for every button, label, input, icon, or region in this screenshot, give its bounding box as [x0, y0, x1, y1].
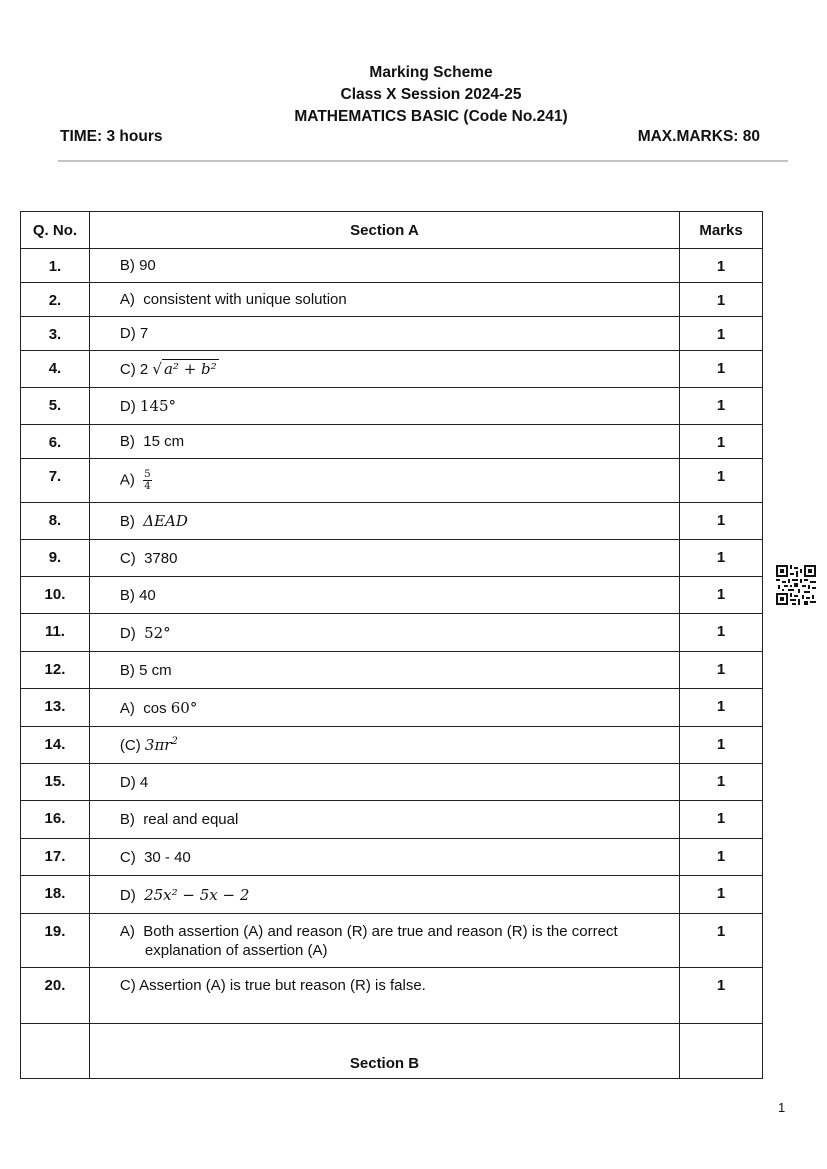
table-row — [21, 283, 763, 317]
table-row — [21, 351, 763, 388]
header-section-a: Section A — [89, 212, 679, 249]
table-row — [21, 425, 763, 459]
marking-table — [20, 211, 763, 1079]
answer-text: 52° — [144, 623, 171, 642]
answer-exponent: 2 — [171, 736, 178, 747]
table-row — [21, 503, 763, 540]
fraction — [143, 469, 151, 492]
answer-text: 4 — [139, 773, 149, 791]
marks-value: 1 — [680, 914, 763, 968]
q-number: 18. — [21, 876, 90, 914]
time-label: TIME: 3 hours — [60, 128, 163, 145]
answer-cell — [89, 876, 679, 914]
option-label: B) — [119, 661, 135, 679]
table-row — [21, 914, 763, 968]
answer-cell — [89, 503, 679, 540]
radicand: a² + b² — [163, 360, 217, 378]
answer-cell — [89, 283, 679, 317]
header-marks: Marks — [680, 212, 763, 249]
q-number: 6. — [21, 425, 90, 459]
q-number: 10. — [21, 577, 90, 614]
answer-text: 25x² − 5x − 2 — [144, 885, 250, 904]
option-label: C) — [119, 549, 136, 567]
page-number: 1 — [778, 1100, 786, 1115]
option-label: C) — [119, 977, 136, 994]
option-label: A) — [119, 291, 135, 308]
answer-text: 15 cm — [143, 433, 185, 450]
answer-text: cos — [143, 699, 167, 717]
table-row — [21, 388, 763, 425]
option-label: B) — [119, 257, 135, 274]
answer-cell — [89, 614, 679, 652]
q-number: 1. — [21, 249, 90, 283]
q-number: 17. — [21, 839, 90, 876]
marks-value: 1 — [680, 577, 763, 614]
table-row — [21, 968, 763, 1024]
option-label: D) — [119, 624, 136, 642]
header-divider — [58, 160, 788, 162]
table-row — [21, 317, 763, 351]
answer-text: ΔEAD — [143, 512, 188, 530]
marks-value: 1 — [680, 283, 763, 317]
marks-value: 1 — [680, 351, 763, 388]
answer-cell — [89, 388, 679, 425]
answer-cell — [89, 540, 679, 577]
option-label: C) — [119, 848, 136, 866]
table-row — [21, 876, 763, 914]
option-label: B) — [119, 433, 135, 450]
marks-value: 1 — [680, 968, 763, 1024]
option-label: (C) — [119, 737, 141, 754]
answer-cell — [89, 839, 679, 876]
answer-text: Both assertion (A) and reason (R) are true and reason (R) is the correct explanation of assertion (A) — [143, 922, 618, 959]
marks-value: 1 — [680, 540, 763, 577]
answer-text: 2 — [139, 361, 149, 378]
title-block — [0, 62, 827, 128]
answer-cell — [89, 351, 679, 388]
table-row — [21, 614, 763, 652]
option-label: D) — [119, 325, 136, 342]
table-row — [21, 652, 763, 689]
subject-line: MATHEMATICS BASIC (Code No.241) — [294, 108, 568, 125]
option-label: A) — [119, 922, 135, 940]
marks-value: 1 — [680, 503, 763, 540]
marks-value: 1 — [680, 839, 763, 876]
option-label: A) — [119, 699, 135, 717]
answer-cell — [89, 727, 679, 764]
table-row — [21, 249, 763, 283]
marks-value: 1 — [680, 425, 763, 459]
option-label: D) — [119, 398, 136, 415]
table-row — [21, 764, 763, 801]
fraction-denominator: 4 — [144, 481, 151, 492]
option-label: B) — [119, 513, 135, 530]
q-number: 4. — [21, 351, 90, 388]
table-row — [21, 839, 763, 876]
section-b-heading: Section B — [89, 1024, 679, 1079]
answer-cell — [89, 801, 679, 839]
doc-title: Marking Scheme — [369, 64, 493, 81]
answer-text: 7 — [139, 325, 149, 342]
table-row — [21, 801, 763, 839]
q-number: 7. — [21, 459, 90, 503]
answer-hanging — [120, 922, 671, 960]
q-number: 16. — [21, 801, 90, 839]
q-number: 14. — [21, 727, 90, 764]
option-label: A) — [119, 471, 135, 489]
answer-cell — [89, 968, 679, 1024]
q-number: 12. — [21, 652, 90, 689]
answer-text: 3780 — [144, 549, 178, 567]
table-row — [21, 727, 763, 764]
q-number: 2. — [21, 283, 90, 317]
table-row — [21, 689, 763, 727]
q-number: 5. — [21, 388, 90, 425]
table-row — [21, 577, 763, 614]
option-label: C) — [119, 361, 136, 378]
max-marks-label: MAX.MARKS: 80 — [637, 128, 760, 145]
meta-row — [60, 128, 760, 146]
answer-cell — [89, 459, 679, 503]
marks-value: 1 — [680, 876, 763, 914]
option-label: D) — [119, 773, 136, 791]
answer-text: 40 — [139, 586, 156, 604]
header-qno: Q. No. — [21, 212, 90, 249]
answer-text: consistent with unique solution — [143, 291, 347, 308]
marks-value: 1 — [680, 727, 763, 764]
table-row — [21, 459, 763, 503]
option-label: D) — [119, 886, 136, 904]
empty-cell — [680, 1024, 763, 1079]
marks-value: 1 — [680, 459, 763, 503]
qr-code — [776, 565, 816, 605]
marks-value: 1 — [680, 388, 763, 425]
answer-math: 60° — [170, 698, 198, 717]
answer-text: 90 — [139, 257, 156, 274]
q-number: 3. — [21, 317, 90, 351]
answer-cell — [89, 249, 679, 283]
q-number: 20. — [21, 968, 90, 1024]
option-label: B) — [119, 586, 135, 604]
marks-value: 1 — [680, 317, 763, 351]
sqrt-expression: √ a² + b² — [152, 360, 217, 378]
q-number: 19. — [21, 914, 90, 968]
answer-text: 3πr — [144, 736, 172, 754]
q-number: 8. — [21, 503, 90, 540]
answer-cell — [89, 914, 679, 968]
marks-value: 1 — [680, 652, 763, 689]
marks-value: 1 — [680, 801, 763, 839]
marks-value: 1 — [680, 689, 763, 727]
fraction-numerator: 5 — [144, 469, 151, 480]
q-number: 15. — [21, 764, 90, 801]
answer-cell — [89, 425, 679, 459]
answer-cell — [89, 764, 679, 801]
table-header-row — [21, 212, 763, 249]
section-b-row — [21, 1024, 763, 1079]
answer-text: Assertion (A) is true but reason (R) is false. — [139, 977, 426, 994]
table-row — [21, 540, 763, 577]
answer-text: 30 - 40 — [144, 848, 191, 866]
answer-text: 145° — [139, 397, 177, 415]
marks-value: 1 — [680, 764, 763, 801]
answer-cell — [89, 689, 679, 727]
answer-cell — [89, 652, 679, 689]
q-number: 13. — [21, 689, 90, 727]
marks-value: 1 — [680, 249, 763, 283]
marks-value: 1 — [680, 614, 763, 652]
option-label: B) — [119, 811, 135, 828]
q-number: 9. — [21, 540, 90, 577]
q-number: 11. — [21, 614, 90, 652]
empty-cell — [21, 1024, 90, 1079]
answer-text: 5 cm — [139, 661, 172, 679]
class-session: Class X Session 2024-25 — [340, 86, 522, 103]
answer-cell — [89, 577, 679, 614]
answer-text: real and equal — [143, 811, 239, 828]
answer-cell — [89, 317, 679, 351]
